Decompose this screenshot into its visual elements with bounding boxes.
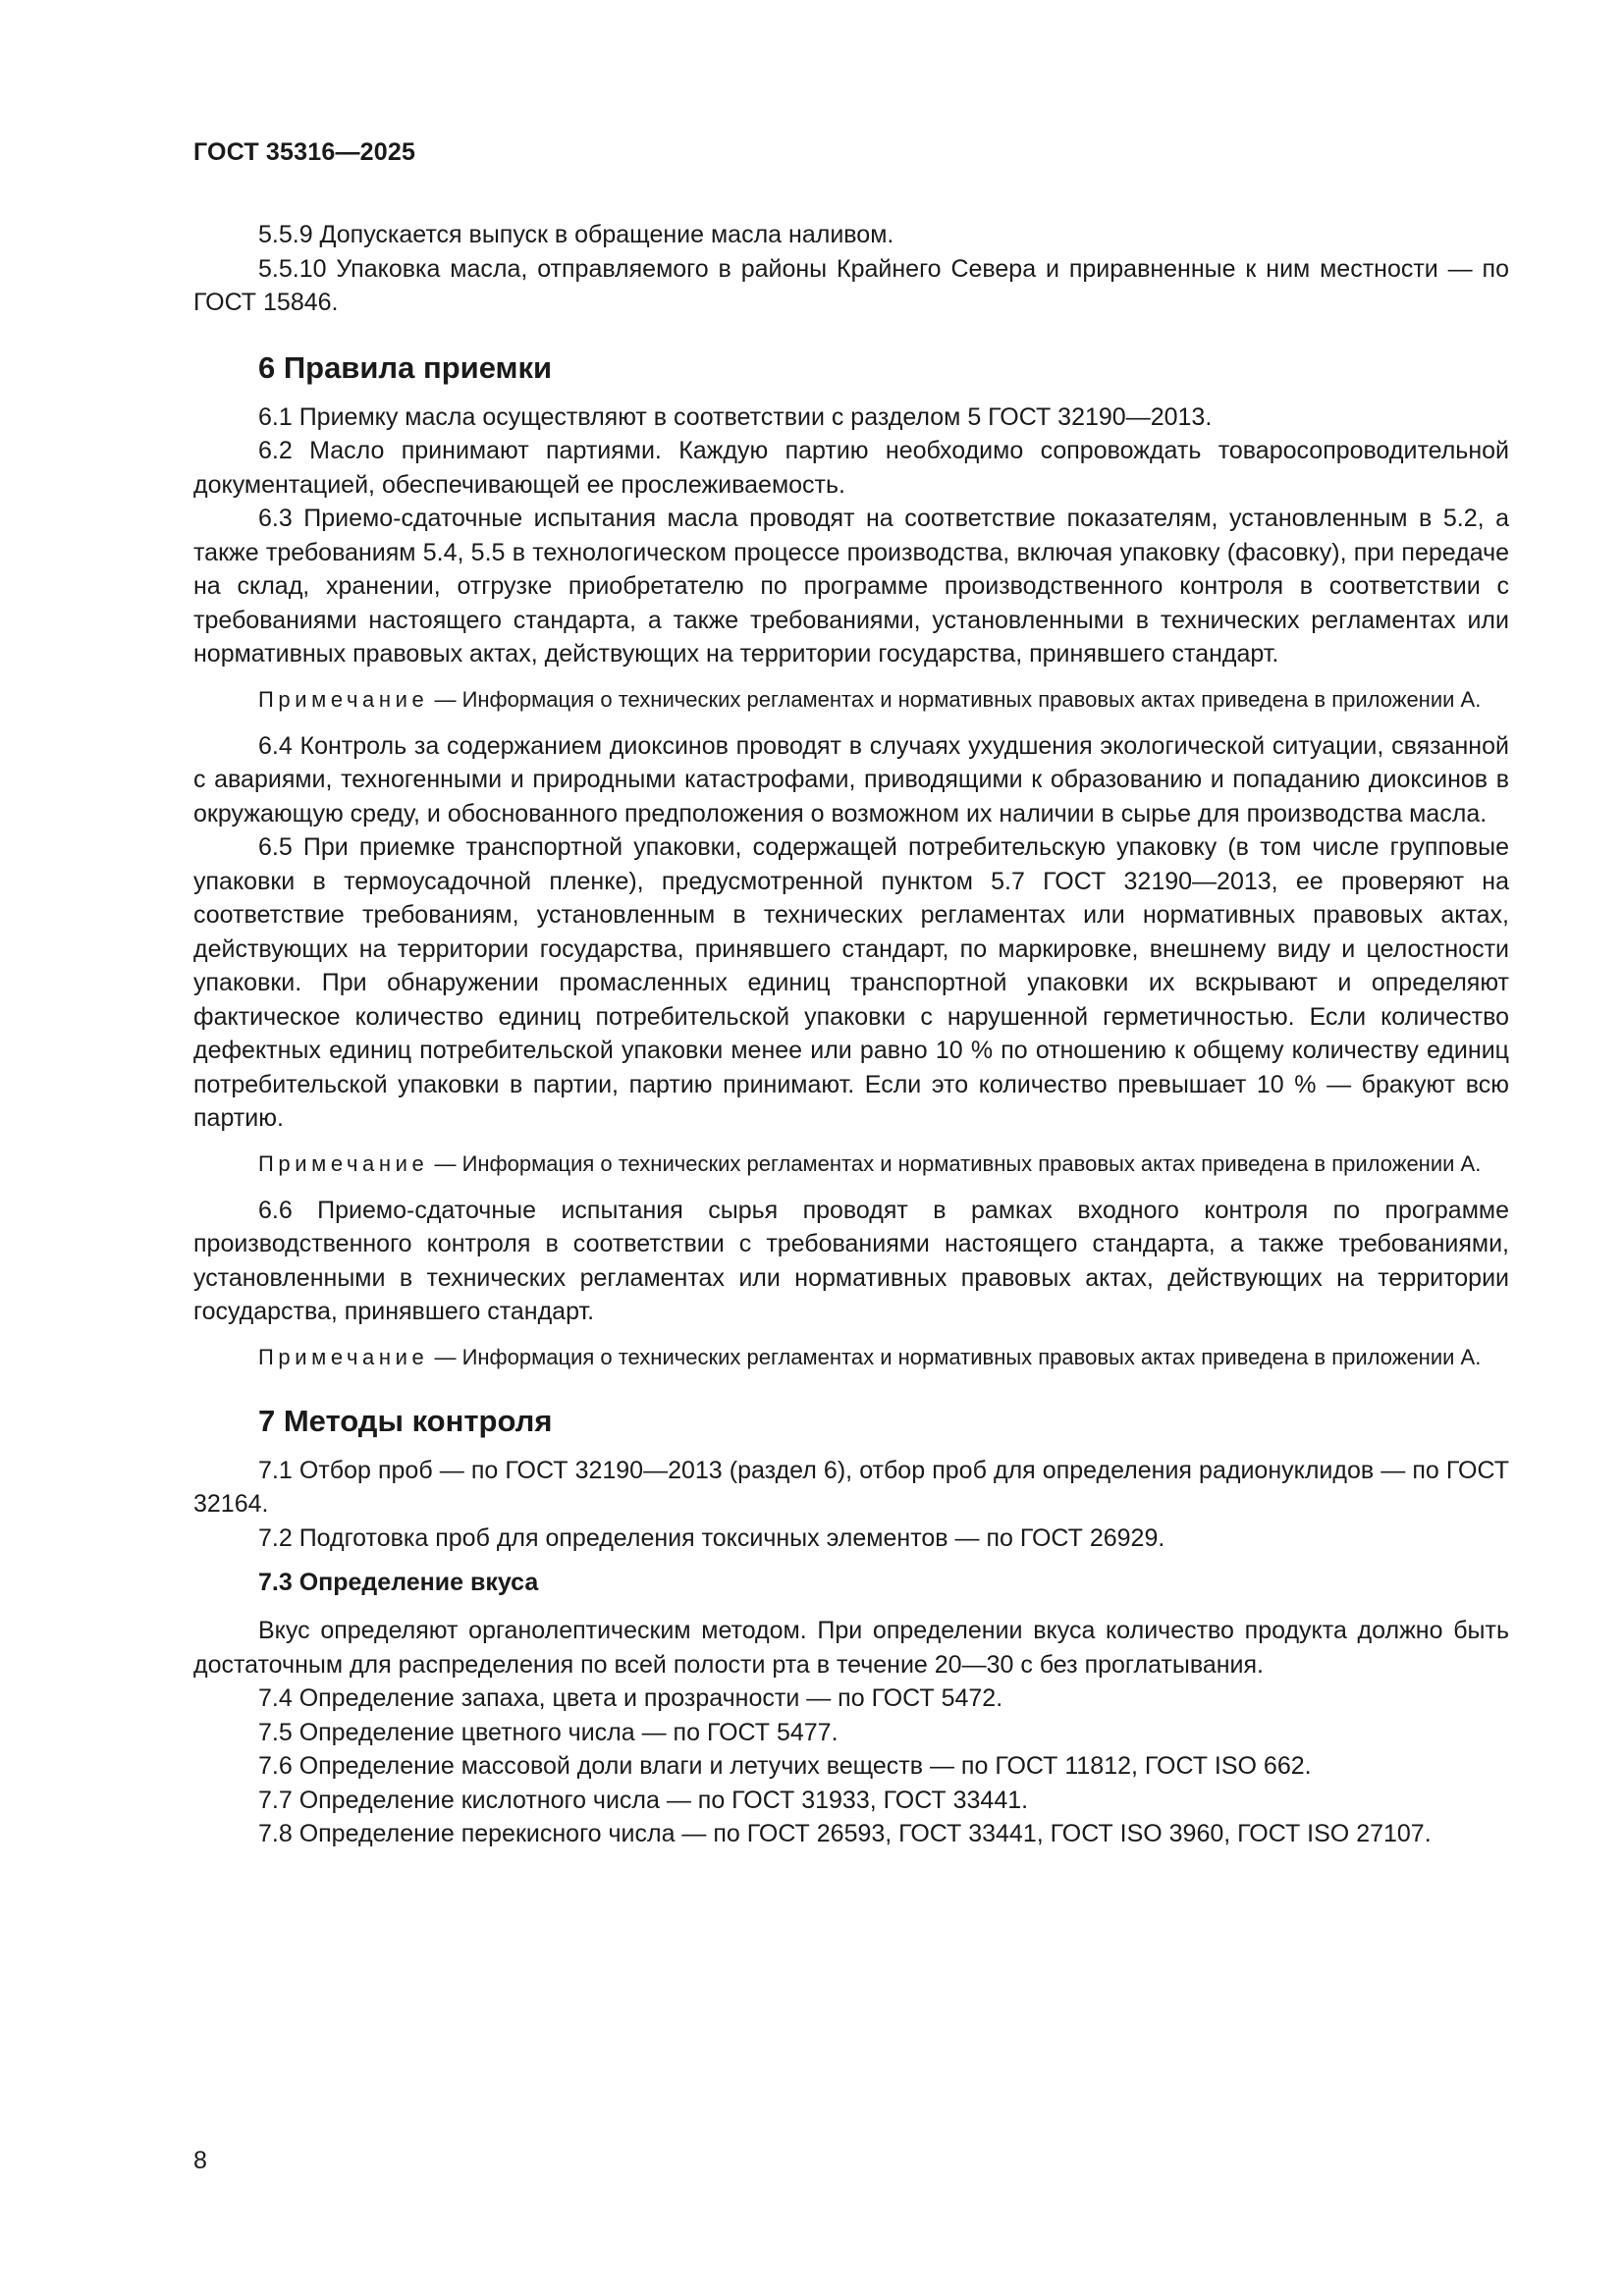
clause-7-3-body: Вкус определяют органолептическим методом. При определении вкуса количество продукта должно быть достаточным для распределения по всей полости рта в течение 20—30 с без проглатывания.: [193, 1617, 1509, 1679]
clause-7-1: 7.1 Отбор проб — по ГОСТ 32190—2013 (раздел 6), отбор проб для определения радионуклидов — по ГОСТ 32164.: [193, 1456, 1509, 1518]
clause-7-6: 7.6 Определение массовой доли влаги и летучих веществ — по ГОСТ 11812, ГОСТ ISO 662.: [258, 1752, 1312, 1780]
section-6-heading: 6 Правила приемки: [258, 349, 553, 385]
clause-7-4: 7.4 Определение запаха, цвета и прозрачности — по ГОСТ 5472.: [258, 1684, 1003, 1712]
note-label: Примечание: [258, 1150, 429, 1176]
clause-6-5: 6.5 При приемке транспортной упаковки, содержащей потребительскую упаковку (в том числе групповые упаковки в термоусадочной пленке), предусмотренной пунктом 5.7 ГОСТ 32190—2013, ее проверяют на соответствие требованиям, установленным в технических регламентах или нормативных правовых актах, действующих на территории государства, принявшего стандарт, по маркировке, внешнему виду и целостности упаковки. При обнаружении промасленных единиц транспортной упаковки их вскрывают и определяют фактическое количество единиц потребительской упаковки с нарушенной герметичностью. Если количество дефектных единиц потребительской упаковки менее или равно 10 % по отношению к общему количеству единиц потребительской упаковки в партии, партию принимают. Если это количество превышает 10 % — бракуют всю партию.: [193, 833, 1509, 1132]
clause-6-2: 6.2 Масло принимают партиями. Каждую партию необходимо сопровождать товаросопроводительной документацией, обеспечивающей ее прослеживаемость.: [193, 437, 1509, 499]
note-6-6: [193, 1341, 1509, 1373]
note-label: Примечание: [258, 1344, 429, 1369]
clause-7-2: 7.2 Подготовка проб для определения токсичных элементов — по ГОСТ 26929.: [258, 1523, 1165, 1552]
note-6-3: [193, 683, 1509, 716]
clause-7-5: 7.5 Определение цветного числа — по ГОСТ 5477.: [258, 1718, 839, 1746]
document-id-header: ГОСТ 35316—2025: [193, 138, 416, 166]
section-7-heading: 7 Методы контроля: [258, 1403, 553, 1438]
clause-7-7: 7.7 Определение кислотного числа — по ГОСТ 31933, ГОСТ 33441.: [258, 1786, 1029, 1814]
clause-6-4: 6.4 Контроль за содержанием диоксинов проводят в случаях ухудшения экологической ситуации, связанной с авариями, техногенными и природными катастрофами, приводящими к образованию и попаданию диоксинов в окружающую среду, и обоснованного предположения о возможном их наличии в сырье для производства масла.: [193, 731, 1509, 828]
note-label: Примечание: [258, 686, 429, 712]
clause-6-6: 6.6 Приемо-сдаточные испытания сырья проводят в рамках входного контроля по программе производственного контроля в соответствии с требованиями настоящего стандарта, а также требованиями, установленными в технических регламентах или нормативных правовых актах, действующих на территории государства, принявшего стандарт.: [193, 1196, 1509, 1325]
document-page: [193, 137, 1509, 1851]
page-number: 8: [193, 2147, 207, 2174]
clause-6-3: 6.3 Приемо-сдаточные испытания масла проводят на соответствие показателям, установленным в 5.2, а также требованиям 5.4, 5.5 в технологическом процессе производства, включая упаковку (фасовку), при передаче на склад, хранении, отгрузке приобретателю по программе производственного контроля в соответствии с требованиями настоящего стандарта, а также требованиями, установленными в технических регламентах или нормативных правовых актах, действующих на территории государства, принявшего стандарт.: [193, 505, 1509, 667]
note-text: — Информация о технических регламентах и нормативных правовых актах приведена в приложении А.: [428, 1344, 1482, 1369]
clause-7-8: 7.8 Определение перекисного числа — по ГОСТ 26593, ГОСТ 33441, ГОСТ ISO 3960, ГОСТ ISO 27107.: [258, 1820, 1432, 1847]
note-text: — Информация о технических регламентах и нормативных правовых актах приведена в приложении А.: [428, 1150, 1482, 1176]
clause-5-5-9: 5.5.9 Допускается выпуск в обращение масла наливом.: [258, 221, 894, 248]
clause-5-5-10: 5.5.10 Упаковка масла, отправляемого в районы Крайнего Севера и приравненные к ним местности — по ГОСТ 15846.: [193, 254, 1509, 316]
note-text: — Информация о технических регламентах и нормативных правовых актах приведена в приложении А.: [428, 686, 1482, 712]
subsection-7-3-heading: 7.3 Определение вкуса: [258, 1569, 539, 1596]
note-6-5: [193, 1148, 1509, 1180]
clause-6-1: 6.1 Приемку масла осуществляют в соответствии с разделом 5 ГОСТ 32190—2013.: [258, 402, 1213, 431]
